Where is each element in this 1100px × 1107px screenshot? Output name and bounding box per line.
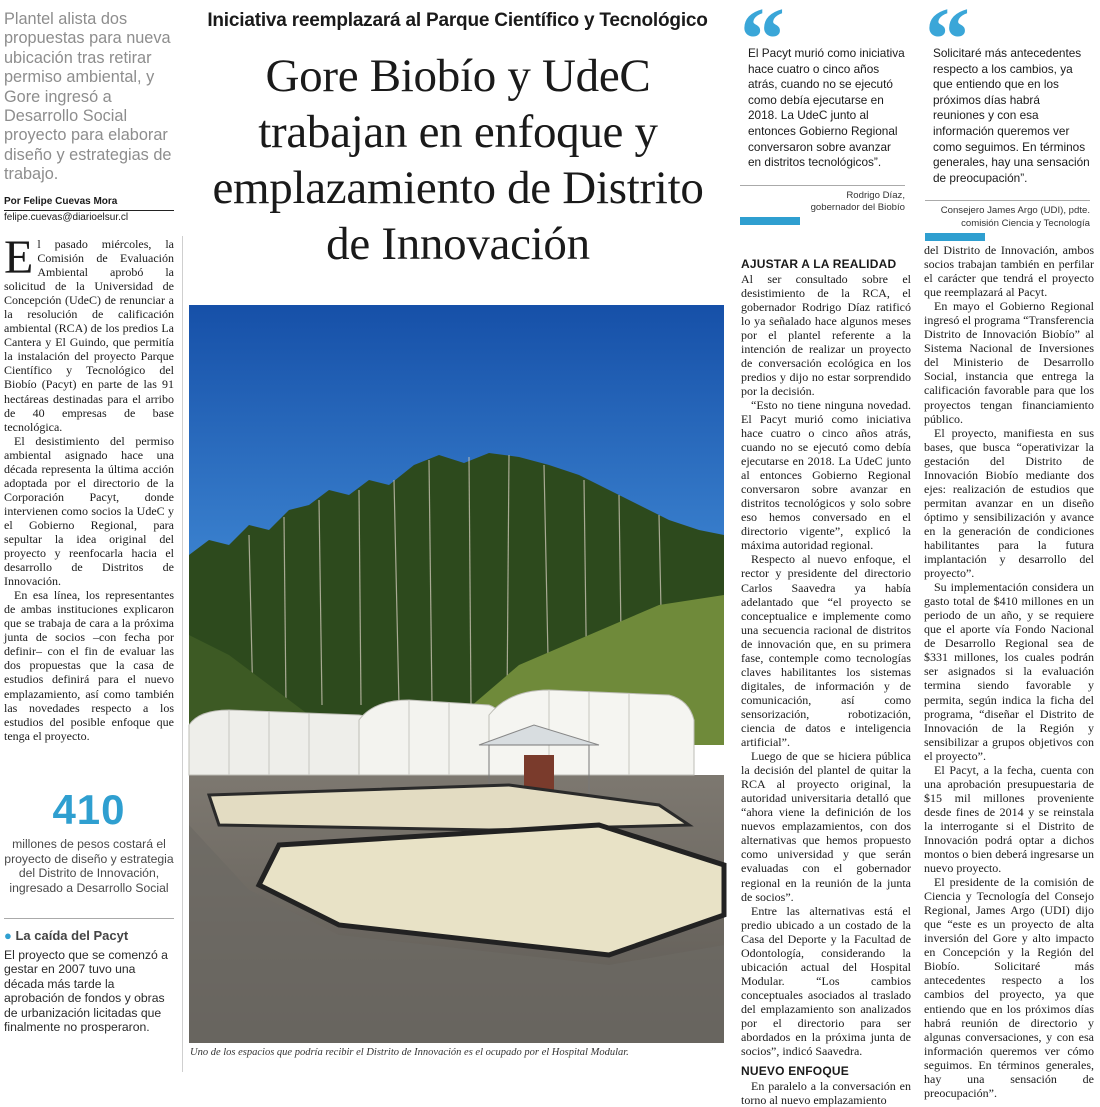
quote-accent-bar [925,233,985,241]
byline-email: felipe.cuevas@diarioelsur.cl [4,210,174,224]
col3-paragraph-4: Luego de que se hiciera pública la decisión del plantel de quitar la RCA al proyecto original, la autoridad universitaria detalló que “ahora viene la definición de los nuevos emplazamientos, con dos alternativas que hemos propuesto como universidad y que serán evaluadas con el gobernador regional en la reunión de la junta de socios”. [741,749,911,904]
sidebar-divider [4,918,174,919]
section-heading-ajustar: AJUSTAR A LA REALIDAD [741,257,897,271]
quote-mark-icon: “ [925,0,970,89]
col4-paragraph-5: El Pacyt, a la fecha, cuenta con una aprobación presupuestaria de $15 mil millones proveniente desde fines de 2014 y se reinstala la interrogante si el Distrito de Innovación podrá optar a dichos montos o bien deberá ingresarse un nuevo proyecto. [924,762,1094,876]
lead-summary: Plantel alista dos propuestas para nueva ubicación tras retirar permiso ambiental, y Gore ingresó a Desarrollo Social proyecto para elaborar diseño y estrategias de trabajo. [4,10,172,184]
left-body-paragraph-3: En esa línea, los representantes de ambas instituciones explicaron que se trabaja de cara a la próxima junta de socios –con fecha por definir– con el fin de evaluar las dos propuestas que la casa de estudios definirá para el nuevo emplazamiento, así como también las novedades respecto a los estudios del posible enfoque que tenga el proyecto. [4,588,174,743]
highlight-caption: millones de pesos costará el proyecto de diseño y estrategia del Distrito de Innovación, ingresado a Desarrollo Social [4,837,174,895]
quote-rule [740,185,905,186]
pull-quote-text: Solicitaré más antecedentes respecto a los cambios, ya que entiendo que en los próximos días habrá reuniones y con esa información queremos ver como seguimos. En términos generales, hay una sensación de preocupación”. [933,46,1090,185]
sidebar-title [4,928,174,943]
col4-paragraph-1: del Distrito de Innovación, ambos socios trabajan también en perfilar el carácter que tendrá el proyecto que reemplazará al Pacyt. [924,243,1094,300]
quote-mark-icon: “ [740,0,785,89]
left-body-paragraph-2: El desistimiento del permiso ambiental asignado hace una década representa la última acción adoptada por el directorio de la Corporación Pacyt, donde intervienen como socios la UdeC y el Gobierno Regional, para sepultar la idea original del proyecto y reenfocarla hacia el desarrollo de Distritos de Innovación. [4,433,174,589]
headline: Gore Biobío y UdeC trabajan en enfoque y emplazamiento de Distrito de Innovación [212,50,704,270]
sidebar-title-text: La caída del Pacyt [15,928,129,943]
bullet-dot-icon: ● [4,928,12,943]
pull-quote-text: El Pacyt murió como iniciativa hace cuatro o cinco años atrás, cuando no se ejecutó como debía ejecutarse en 2018. La UdeC junto al entonces Gobierno Regional conversaron sobre avanzar en distritos tecnológicos”. [748,46,905,170]
column-divider [182,236,183,1072]
left-body-text-1: l pasado miércoles, la Comisión de Evaluación Ambiental aprobó la solicitud de la Universidad de Concepción (UdeC) de renunciar a la resolución de calificación ambiental (RCA) de los predios La Cantera y El Guindo, que permitía la instalación del proyecto Parque Científico y Tecnológico del Biobío (Pacyt) en parte de las 91 hectáreas destinadas para el arribo de 40 empresas de base tecnológica. [4,237,174,434]
col3-paragraph-3: Respecto al nuevo enfoque, el rector y presidente del directorio Carlos Saavedra ya había adelantado que “el proyecto se conceptualice e implemente como una secuencia racional de distritos de innovación que, en su primera fase, contemple como tecnologías claves habilitantes los sistemas digitales, de información y de comunicación, así como sensorización, robotización, ciencia de datos e inteligencia artificial”. [741,552,911,750]
col3-paragraph-6: En paralelo a la conversación en torno al nuevo emplazamiento [741,1078,911,1107]
col3-paragraph-2: “Esto no tiene ninguna novedad. El Pacyt murió como iniciativa hace cuatro o cinco años atrás, cuando no se ejecutó como debía ejecutarse en 2018. La UdeC junto al entonces Gobierno Regional conversaron sobre avanzar en distritos tecnológicos y solo sobre eso hemos conversado en el directorio vigente”, explicó la máxima autoridad regional. [741,397,911,553]
byline-author: Por Felipe Cuevas Mora [4,196,118,207]
quote-source-role: comisión Ciencia y Tecnología [961,217,1090,229]
photo-caption: Uno de los espacios que podría recibir el Distrito de Innovación es el ocupado por el Hospital Modular. [190,1047,629,1058]
kicker: Iniciativa reemplazará al Parque Científico y Tecnológico [207,10,708,31]
col3-paragraph-5: Entre las alternativas está el predio ubicado a un costado de la Casa del Deporte y la Facultad de Odontología, considerando la ubicación actual del Hospital Modular. “Los cambios conceptuales asociados al traslado del emplazamiento son analizados por el directorio para ser abordados en la próxima junta de socios”, indicó Saavedra. [741,903,911,1059]
section-heading-nuevo-enfoque: NUEVO ENFOQUE [741,1064,849,1079]
col4-paragraph-4: Su implementación considera un gasto total de $410 millones en un periodo de un año, y se requiere que el aporte vía Fondo Nacional de Desarrollo Regional sea de $331 millones, los cuales podrán ser asignados si la evaluación termina siendo favorable y permita, según indica la ficha del programa, “diseñar el Distrito de Innovación de la Región y sensibilizar a grupos objetivos con el proyecto”. [924,580,1094,763]
article-column-4 [924,243,1094,1100]
highlight-number: 410 [52,786,126,833]
article-photo [189,305,724,1043]
pull-quote-2 [925,0,1090,241]
col4-paragraph-6: El presidente de la comisión de Ciencia y Tecnología del Consejo Regional, James Argo (UDI) dijo que “este es un proyecto de alta inversión del Gore y alto impacto en Concepción y la Región del Biobío. Solicitaré más antecedentes respecto a los cambios del proyecto, ya que entiendo que en los próximos días habrá reunión de directorio y algunas conversaciones, y con esa información queremos ver cómo seguimos. En términos generales, hay una sensación de preocupación”. [924,875,1094,1100]
col4-paragraph-2: En mayo el Gobierno Regional ingresó el programa “Transferencia Distrito de Innovación Biobío” al Sistema Nacional de Inversiones del Ministerio de Desarrollo Social, instancia que entrega la calificación favorable para que los proyectos tengan financiamiento público. [924,299,1094,426]
byline [4,196,174,224]
pull-quote-source [925,205,1090,229]
drop-cap: E [4,231,34,284]
left-body [4,231,174,743]
quote-accent-bar [740,217,800,225]
left-body-paragraph-1 [4,231,174,434]
quote-source-name: Rodrigo Díaz, [846,189,905,201]
quote-source-role: gobernador del Biobío [810,201,905,213]
col3-paragraph-1: Al ser consultado sobre el desistimiento de la RCA, el gobernador Rodrigo Díaz ratificó lo ya señalado hace algunos meses por el plantel referente a la intención de realizar un proyecto de conversación ecológica en los predios y dijo no estar sorprendido por la decisión. [741,271,911,398]
quote-rule [925,200,1090,201]
pull-quote-source [740,190,905,214]
quote-source-name: Consejero James Argo (UDI), pdte. [940,205,1090,217]
col4-paragraph-3: El proyecto, manifiesta en sus bases, que busca “operativizar la gestación del Distrito de Innovación Biobío mediante dos ejes: realización de estudios que permitan avanzar en un diseño óptimo y sensibilización y avance en la generación de condiciones habilitantes para la futura implantación y desarrollo del proyecto”. [924,425,1094,581]
hospital-modular-photo [189,305,724,1043]
article-column-3 [741,257,911,1107]
sidebar-body: El proyecto que se comenzó a gestar en 2007 tuvo una década más tarde la aprobación de fondos y obras de urbanización licitadas que finalmente no prosperaron. [4,948,168,1035]
pull-quote-1 [740,0,905,225]
